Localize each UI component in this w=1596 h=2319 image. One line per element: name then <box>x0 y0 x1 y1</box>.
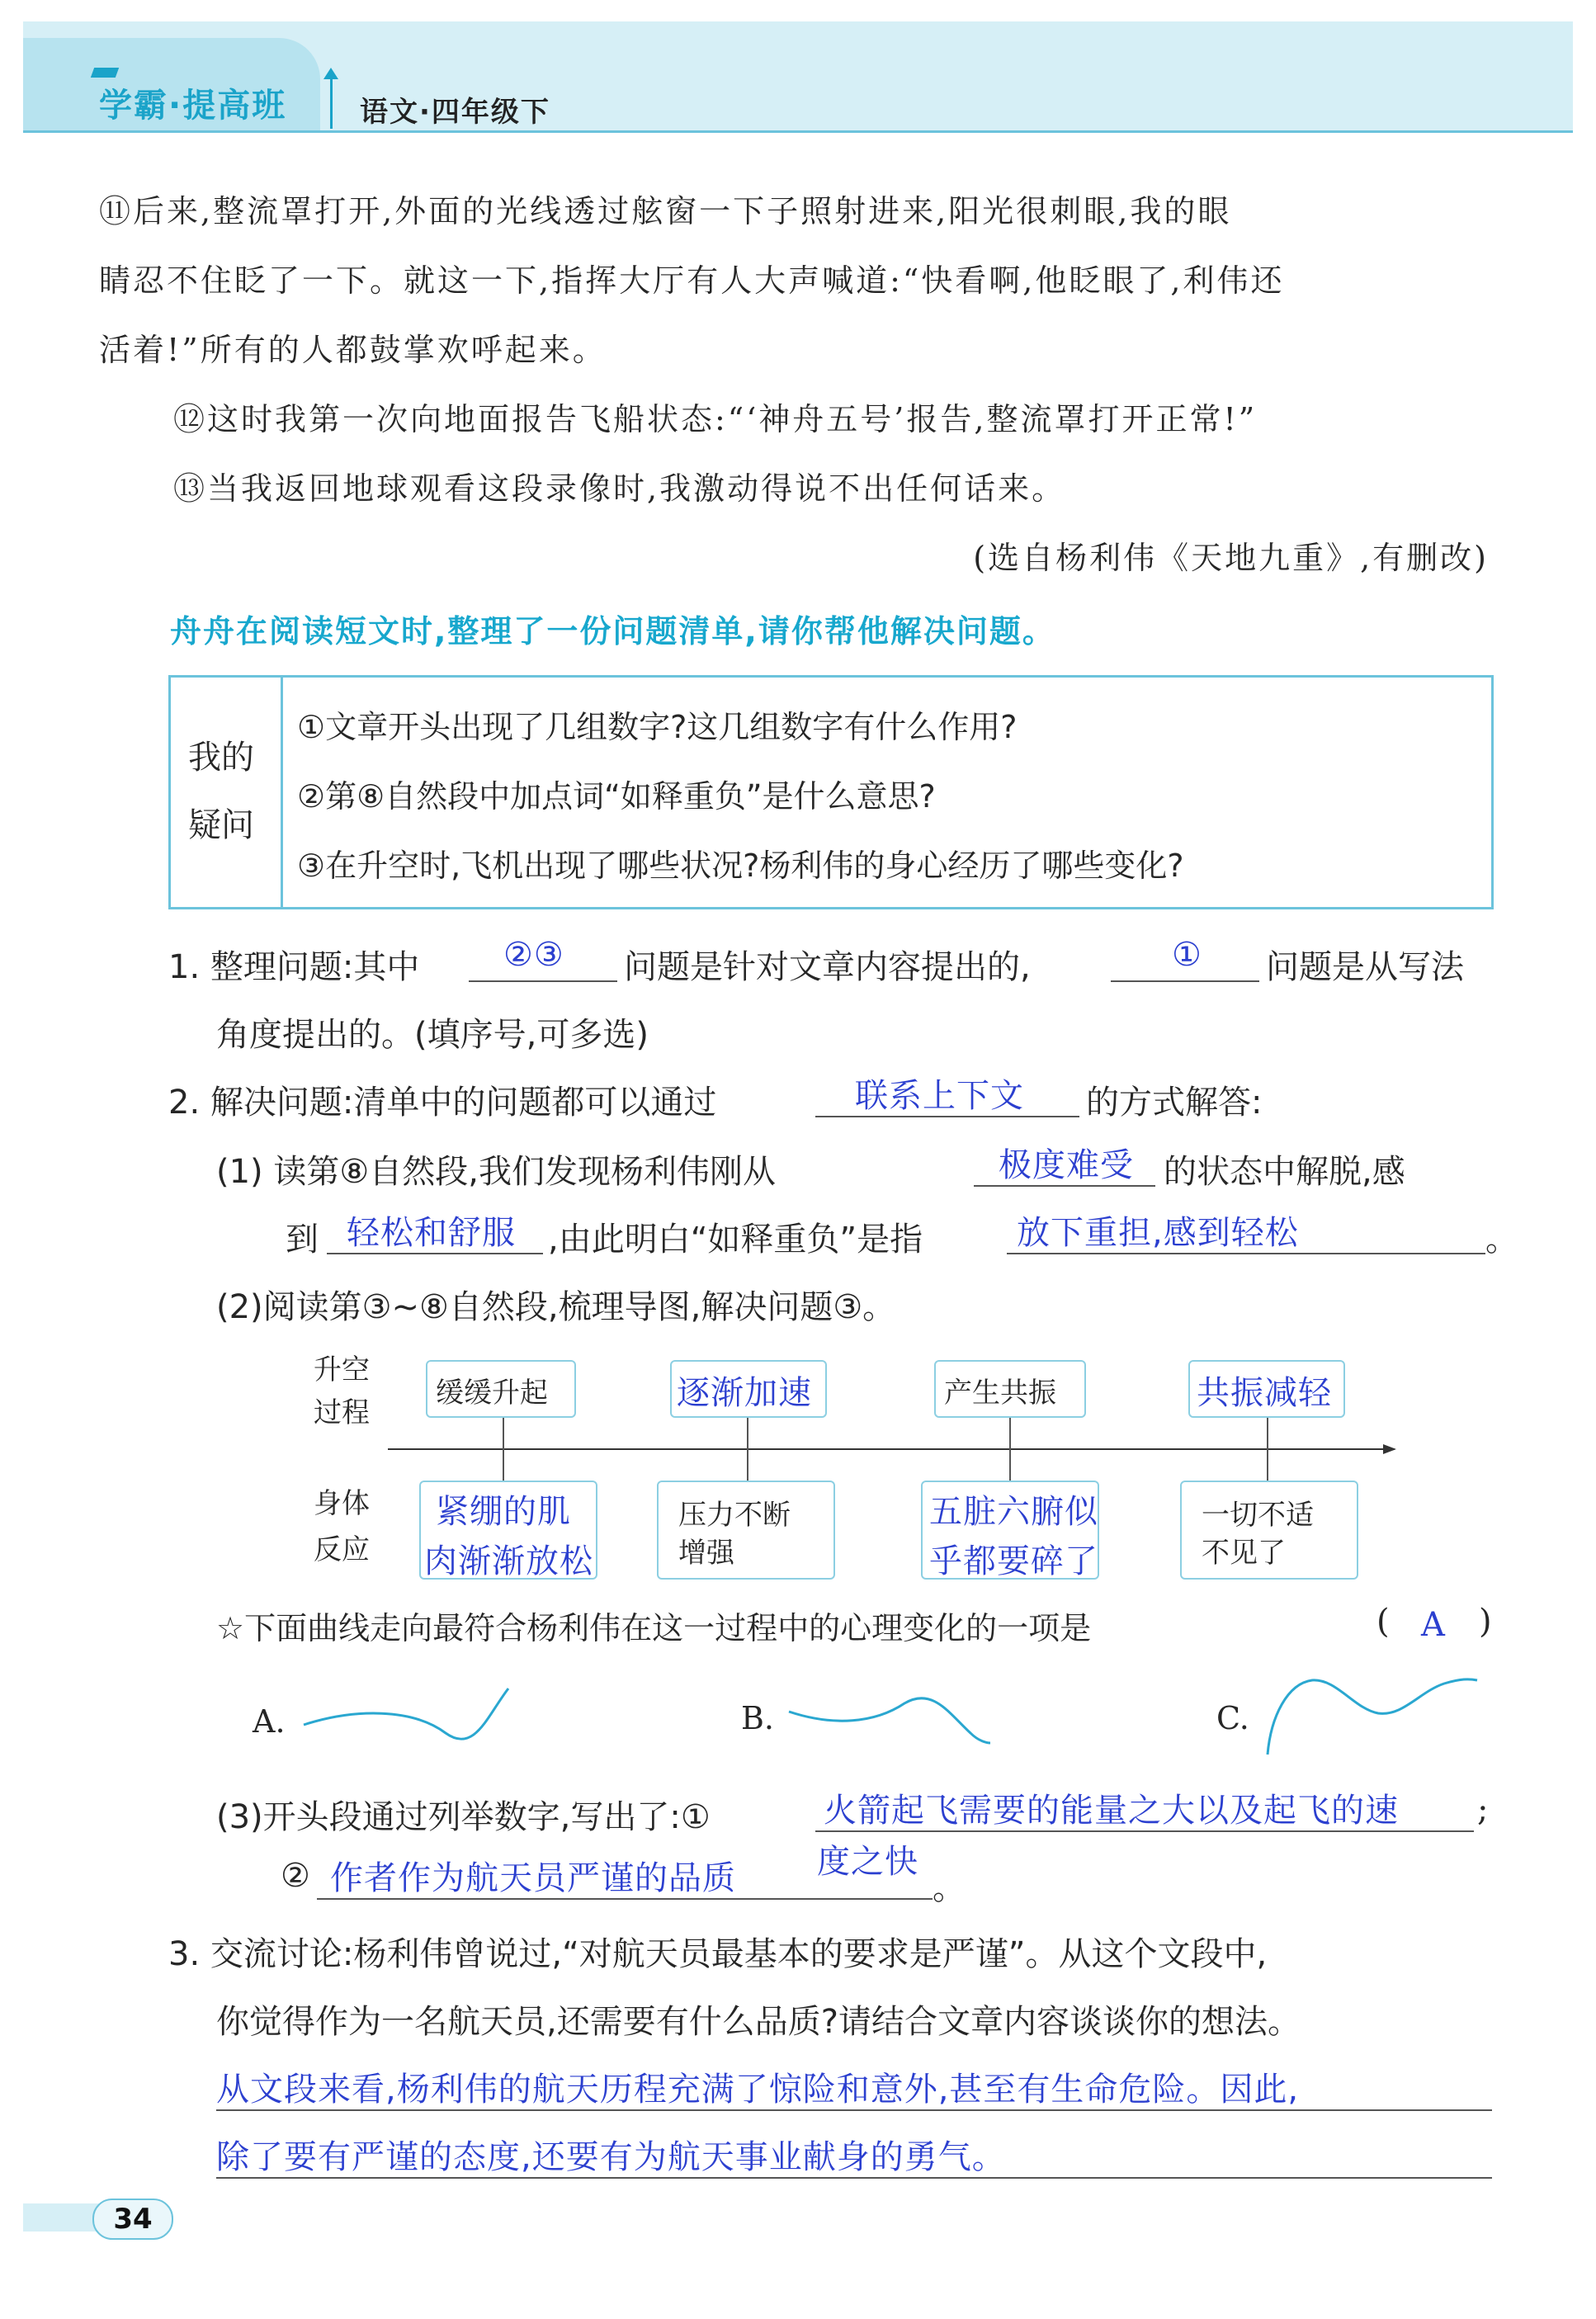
q1-answer-2: ① <box>1172 936 1202 974</box>
star-paren-left: ( <box>1376 1603 1390 1641</box>
q2-sub3-end: 。 <box>933 1869 966 1907</box>
stage-4-text: 共振减轻 <box>1197 1374 1332 1412</box>
brand-title: 学霸·提高班 <box>99 87 287 125</box>
source-citation: (选自杨利伟《天地九重》,有删改) <box>973 540 1489 576</box>
stage-2-text: 逐渐加速 <box>677 1374 812 1412</box>
q2-sub1-line2-prefix: 到 <box>286 1221 319 1259</box>
page-number: 34 <box>92 2199 173 2240</box>
question-3: ③在升空时,飞机出现了哪些状况?杨利伟的身心经历了哪些变化? <box>297 848 1184 884</box>
q2-prefix: 2. 解决问题:清单中的问题都可以通过 <box>168 1084 717 1122</box>
section-prompt: 舟舟在阅读短文时,整理了一份问题清单,请你帮他解决问题。 <box>170 613 1055 649</box>
question-2: ②第⑧自然段中加点词“如释重负”是什么意思? <box>297 778 936 815</box>
reaction-4-line-1: 一切不适 <box>1202 1499 1314 1532</box>
q2-sub3-prefix: (3)开头段通过列举数字,写出了:① <box>216 1798 711 1836</box>
reaction-1-line-1: 紧绷的肌 <box>436 1493 571 1531</box>
question-box-label-1: 我的 <box>188 739 254 777</box>
paragraph-11-line-1: ⑪后来,整流罩打开,外面的光线透过舷窗一下子照射进来,阳光很刺眼,我的眼 <box>99 193 1232 229</box>
q2-sub1-line2-end: 。 <box>1485 1221 1518 1259</box>
q1-prefix: 1. 整理问题:其中 <box>168 948 420 986</box>
map-row2-label-b: 反应 <box>314 1533 370 1566</box>
q2-sub1-answer-2: 轻松和舒服 <box>347 1214 516 1252</box>
q2-sub1-prefix: (1) 读第⑧自然段,我们发现杨利伟刚从 <box>216 1153 776 1191</box>
star-answer: A <box>1421 1606 1446 1644</box>
curve-c <box>1268 1679 1477 1755</box>
stage-3-text: 产生共振 <box>944 1377 1056 1410</box>
reaction-2-line-2: 增强 <box>678 1537 734 1570</box>
paragraph-11-line-2: 睛忍不住眨了一下。就这一下,指挥大厅有人大声喊道:“快看啊,他眨眼了,利伟还 <box>99 262 1285 299</box>
star-paren-right: ) <box>1479 1603 1492 1641</box>
q2-sub1-suffix: 的状态中解脱,感 <box>1164 1153 1405 1191</box>
star-question: ☆下面曲线走向最符合杨利伟在这一过程中的心理变化的一项是 <box>216 1610 1092 1646</box>
q2-sub3-answer-1a: 火箭起飞需要的能量之大以及起飞的速 <box>824 1792 1399 1830</box>
option-a-label[interactable]: A. <box>253 1703 286 1740</box>
q1-suffix: 问题是从写法 <box>1266 948 1464 986</box>
subject-title: 语文·四年级下 <box>360 96 550 129</box>
option-b-label[interactable]: B. <box>741 1700 775 1736</box>
curve-a <box>304 1688 508 1739</box>
reaction-1-line-2: 肉渐渐放松 <box>424 1542 593 1580</box>
q2-suffix: 的方式解答: <box>1086 1084 1263 1122</box>
paragraph-11-line-3: 活着!”所有的人都鼓掌欢呼起来。 <box>99 332 607 368</box>
q2-sub3-answer-2: 作者作为航天员严谨的品质 <box>330 1859 736 1897</box>
reaction-2-line-1: 压力不断 <box>678 1499 791 1532</box>
q2-sub3-semicolon: ; <box>1477 1791 1489 1829</box>
map-row2-label-a: 身体 <box>314 1487 370 1520</box>
reaction-4-line-2: 不见了 <box>1202 1537 1286 1570</box>
q1-middle: 问题是针对文章内容提出的, <box>624 948 1031 986</box>
q3-answer-text-1: 从文段来看,杨利伟的航天历程充满了惊险和意外,甚至有生命危险。因此, <box>216 2071 1300 2109</box>
option-c-label[interactable]: C. <box>1216 1700 1249 1736</box>
q2-sub1-line2-middle: ,由此明白“如释重负”是指 <box>548 1221 923 1259</box>
q1-answer-1: ②③ <box>503 936 564 974</box>
q2-sub3-answer-1b: 度之快 <box>817 1843 918 1881</box>
paragraph-13: ⑬当我返回地球观看这段录像时,我激动得说不出任何话来。 <box>173 470 1066 507</box>
question-1: ①文章开头出现了几组数字?这几组数字有什么作用? <box>297 709 1018 745</box>
paragraph-12: ⑫这时我第一次向地面报告飞船状态:“‘神舟五号’报告,整流罩打开正常!” <box>173 401 1258 437</box>
curve-b <box>789 1698 990 1743</box>
q2-sub3-num2: ② <box>281 1857 310 1895</box>
q2-sub2-text: (2)阅读第③~⑧自然段,梳理导图,解决问题③。 <box>216 1288 896 1326</box>
question-box-label-2: 疑问 <box>188 806 254 844</box>
reaction-3-line-1: 五脏六腑似 <box>929 1493 1098 1531</box>
q3-line-2: 你觉得作为一名航天员,还需要有什么品质?请结合文章内容谈谈你的想法。 <box>216 2003 1301 2041</box>
q3-answer-text-2: 除了要有严谨的态度,还要有为航天事业献身的勇气。 <box>216 2138 1006 2176</box>
q3-line-1: 3. 交流讨论:杨利伟曾说过,“对航天员最基本的要求是严谨”。从这个文段中, <box>168 1935 1268 1973</box>
q2-sub1-answer-3: 放下重担,感到轻松 <box>1017 1214 1299 1252</box>
map-row1-label-b: 过程 <box>314 1396 370 1429</box>
reaction-3-line-2: 乎都要碎了 <box>929 1542 1098 1580</box>
map-row1-label-a: 升空 <box>314 1353 370 1386</box>
q2-answer: 联系上下文 <box>855 1077 1024 1115</box>
stage-1-text: 缓缓升起 <box>436 1377 548 1410</box>
q1-line-2: 角度提出的。(填序号,可多选) <box>216 1016 649 1054</box>
q2-sub1-answer-1: 极度难受 <box>999 1146 1134 1184</box>
